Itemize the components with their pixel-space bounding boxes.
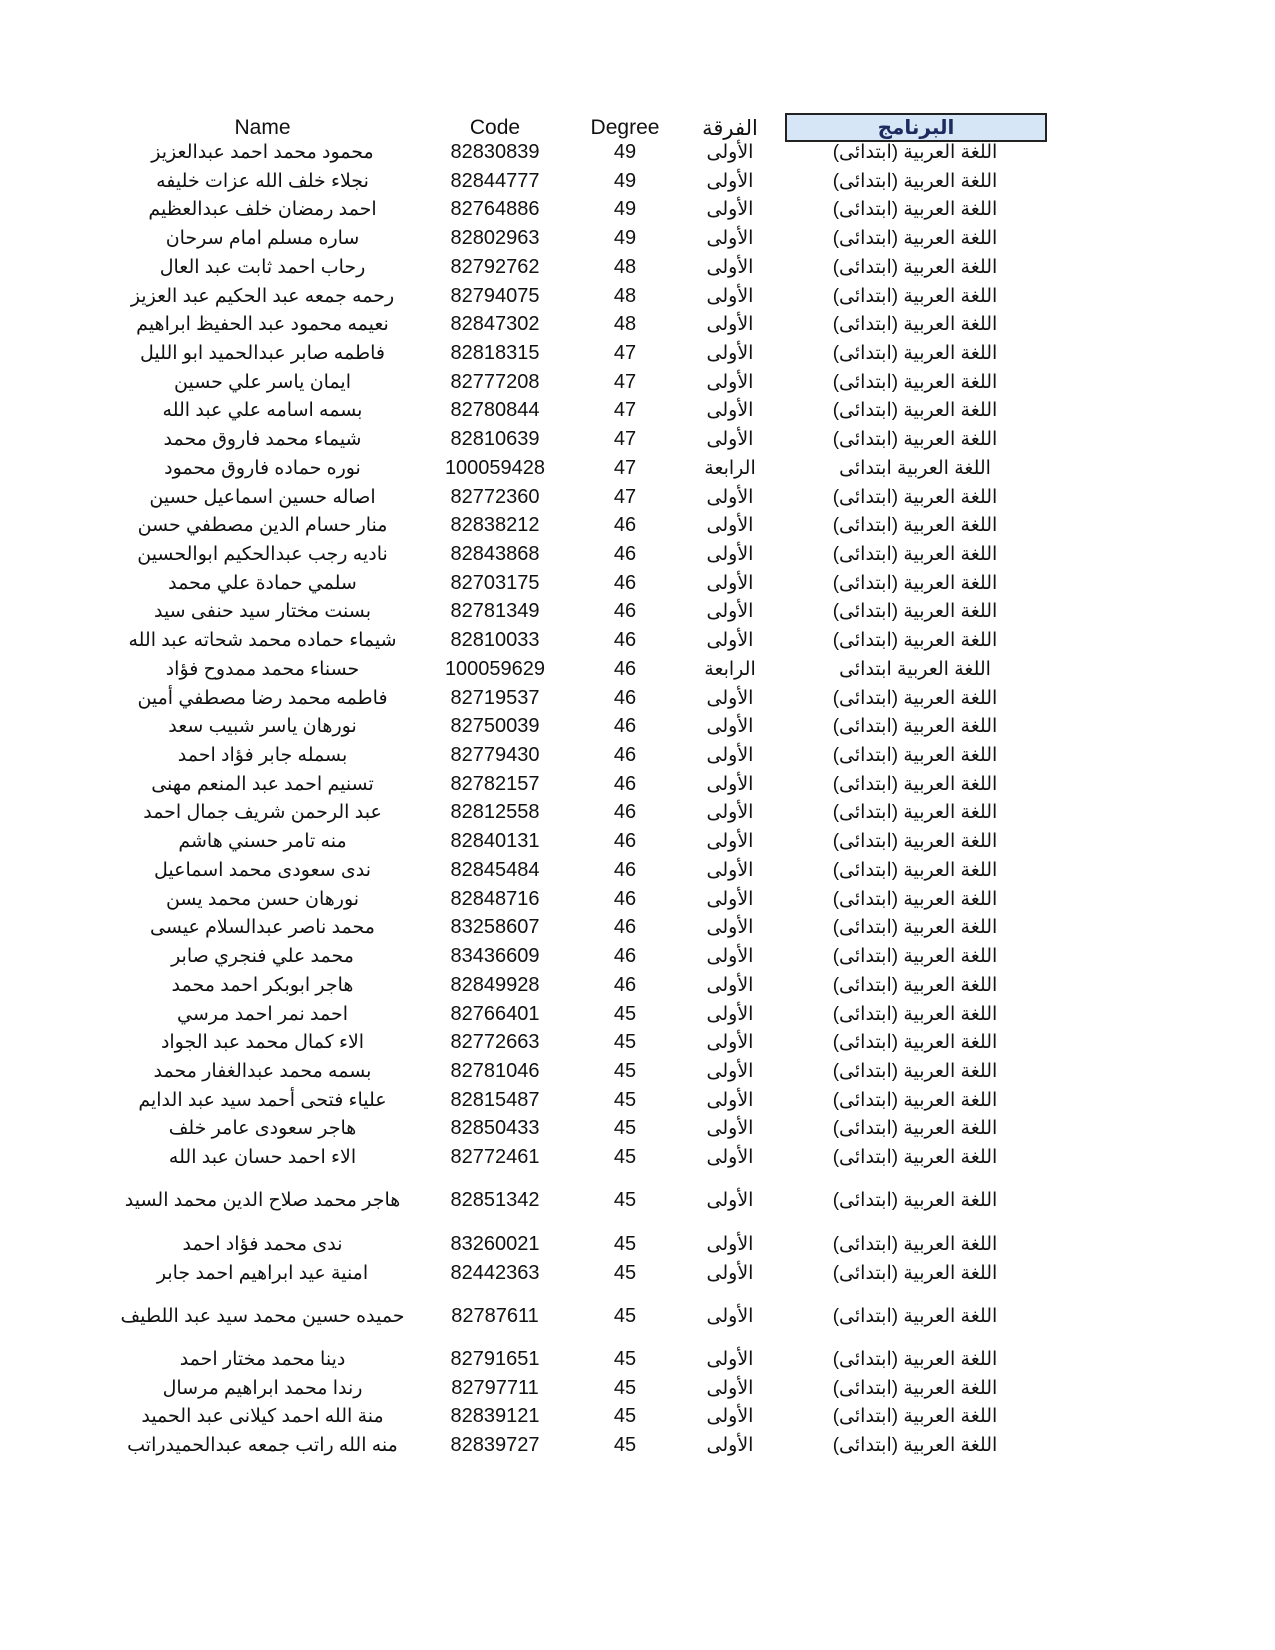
table-row <box>0 1430 1275 1460</box>
student-year: الأولى <box>706 600 754 622</box>
table-row <box>0 912 1275 942</box>
student-degree: 45 <box>613 1261 637 1284</box>
student-name: شيماء حماده محمد شحاته عبد الله <box>128 629 397 651</box>
student-program: اللغة العربية (ابتدائى) <box>832 859 998 881</box>
student-name: نجلاء خلف الله عزات خليفه <box>156 170 369 192</box>
student-code: 82810033 <box>450 628 540 651</box>
student-name: ندى محمد فؤاد احمد <box>182 1233 343 1255</box>
student-program: اللغة العربية (ابتدائى) <box>832 974 998 996</box>
student-year: الأولى <box>706 486 754 508</box>
student-program: اللغة العربية (ابتدائى) <box>832 715 998 737</box>
student-program: اللغة العربية (ابتدائى) <box>832 399 998 421</box>
student-degree: 46 <box>613 772 637 795</box>
student-degree: 49 <box>613 197 637 220</box>
student-program: اللغة العربية (ابتدائى) <box>832 1434 998 1456</box>
student-code: 82850433 <box>450 1116 540 1139</box>
student-year: الأولى <box>706 1060 754 1082</box>
student-name: هاجر ابوبكر احمد محمد <box>171 974 354 996</box>
student-program: اللغة العربية (ابتدائى) <box>832 801 998 823</box>
student-name: عبد الرحمن شريف جمال احمد <box>143 801 382 823</box>
student-code: 82810639 <box>450 427 540 450</box>
student-name: علياء فتحى أحمد سيد عبد الدايم <box>138 1089 387 1111</box>
table-row <box>0 395 1275 425</box>
student-year: الأولى <box>706 629 754 651</box>
table-row <box>0 683 1275 713</box>
table-row <box>0 1301 1275 1331</box>
student-degree: 46 <box>613 571 637 594</box>
student-year: الأولى <box>706 945 754 967</box>
student-name: هاجر سعودى عامر خلف <box>168 1117 357 1139</box>
student-name: شيماء محمد فاروق محمد <box>163 428 362 450</box>
student-degree: 48 <box>613 284 637 307</box>
student-name: رندا محمد ابراهيم مرسال <box>162 1377 363 1399</box>
student-program: اللغة العربية (ابتدائى) <box>832 1146 998 1168</box>
student-year: الأولى <box>706 773 754 795</box>
student-code: 82781046 <box>450 1059 540 1082</box>
student-degree: 45 <box>613 1030 637 1053</box>
student-year: الأولى <box>706 371 754 393</box>
student-code: 82794075 <box>450 284 540 307</box>
student-program: اللغة العربية (ابتدائى) <box>832 600 998 622</box>
student-program: اللغة العربية (ابتدائى) <box>832 141 998 163</box>
student-program: اللغة العربية (ابتدائى) <box>832 1348 998 1370</box>
student-name: نوره حماده فاروق محمود <box>164 457 361 479</box>
table-row <box>0 510 1275 540</box>
table-row <box>0 797 1275 827</box>
student-program: اللغة العربية (ابتدائى) <box>832 830 998 852</box>
student-code: 82750039 <box>450 714 540 737</box>
student-name: اصاله حسين اسماعيل حسين <box>149 486 376 508</box>
student-program: اللغة العربية (ابتدائى) <box>832 342 998 364</box>
student-year: الأولى <box>706 256 754 278</box>
student-year: الأولى <box>706 687 754 709</box>
student-code: 82792762 <box>450 255 540 278</box>
student-program: اللغة العربية (ابتدائى) <box>832 1305 998 1327</box>
student-degree: 46 <box>613 657 637 680</box>
student-name: دينا محمد مختار احمد <box>179 1348 346 1370</box>
student-program: اللغة العربية (ابتدائى) <box>832 543 998 565</box>
student-year: الأولى <box>706 572 754 594</box>
student-program: اللغة العربية (ابتدائى) <box>832 428 998 450</box>
student-year: الأولى <box>706 198 754 220</box>
student-code: 82839121 <box>450 1404 540 1427</box>
student-degree: 46 <box>613 858 637 881</box>
student-name: ندى سعودى محمد اسماعيل <box>153 859 372 881</box>
header-degree: Degree <box>590 116 660 139</box>
student-degree: 46 <box>613 915 637 938</box>
student-code: 82847302 <box>450 312 540 335</box>
student-code: 82780844 <box>450 398 540 421</box>
student-year: الأولى <box>706 342 754 364</box>
student-name: رحمه جمعه عبد الحكيم عبد العزيز <box>130 285 395 307</box>
student-year: الأولى <box>706 1434 754 1456</box>
table-row <box>0 654 1275 684</box>
student-name: ناديه رجب عبدالحكيم ابوالحسين <box>137 543 388 565</box>
student-name: حميده حسين محمد سيد عبد اللطيف <box>120 1305 405 1327</box>
student-name: فاطمه صابر عبدالحميد ابو الليل <box>140 342 385 364</box>
table-row <box>0 252 1275 282</box>
student-year: الأولى <box>706 1189 754 1211</box>
student-year: الأولى <box>706 916 754 938</box>
student-code: 82839727 <box>450 1433 540 1456</box>
student-degree: 46 <box>613 513 637 536</box>
student-name: فاطمه محمد رضا مصطفي أمين <box>137 687 388 709</box>
student-name: بسمله جابر فؤاد احمد <box>177 744 348 766</box>
student-degree: 47 <box>613 427 637 450</box>
table-row <box>0 568 1275 598</box>
student-year: الأولى <box>706 801 754 823</box>
student-code: 82772360 <box>450 485 540 508</box>
table-row <box>0 1344 1275 1374</box>
student-name: احمد رمضان خلف عبدالعظيم <box>148 198 377 220</box>
student-name: بسمه محمد عبدالغفار محمد <box>153 1060 372 1082</box>
student-code: 82815487 <box>450 1088 540 1111</box>
table-row <box>0 338 1275 368</box>
student-year: الأولى <box>706 141 754 163</box>
student-year: الأولى <box>706 285 754 307</box>
student-degree: 47 <box>613 370 637 393</box>
student-program: اللغة العربية (ابتدائى) <box>832 1060 998 1082</box>
student-name: سلمي حمادة علي محمد <box>168 572 357 594</box>
student-name: الاء احمد حسان عبد الله <box>168 1146 357 1168</box>
student-name: منه الله راتب جمعه عبدالحميدراتب <box>127 1434 398 1456</box>
student-name: بسمه اسامه علي عبد الله <box>162 399 363 421</box>
table-row <box>0 970 1275 1000</box>
student-program: اللغة العربية (ابتدائى) <box>832 1003 998 1025</box>
student-code: 82838212 <box>450 513 540 536</box>
student-code: 82848716 <box>450 887 540 910</box>
student-name: نورهان ياسر شبيب سعد <box>168 715 357 737</box>
table-row <box>0 1056 1275 1086</box>
student-code: 82818315 <box>450 341 540 364</box>
student-name: احمد نمر احمد مرسي <box>177 1003 348 1025</box>
student-year: الأولى <box>706 399 754 421</box>
table-row <box>0 625 1275 655</box>
student-program: اللغة العربية (ابتدائى) <box>832 1405 998 1427</box>
student-code: 82840131 <box>450 829 540 852</box>
student-degree: 46 <box>613 686 637 709</box>
student-degree: 46 <box>613 714 637 737</box>
table-row <box>0 941 1275 971</box>
student-degree: 45 <box>613 1347 637 1370</box>
student-name: بسنت مختار سيد حنفى سيد <box>153 600 372 622</box>
student-year: الرابعة <box>704 457 756 479</box>
student-code: 82845484 <box>450 858 540 881</box>
table-row <box>0 884 1275 914</box>
student-code: 82802963 <box>450 226 540 249</box>
student-program: اللغة العربية (ابتدائى) <box>832 256 998 278</box>
student-degree: 45 <box>613 1059 637 1082</box>
table-row <box>0 1142 1275 1172</box>
student-degree: 47 <box>613 398 637 421</box>
header-year: الفرقة <box>702 116 758 140</box>
student-program: اللغة العربية (ابتدائى) <box>832 945 998 967</box>
student-name: نورهان حسن محمد يسن <box>165 888 360 910</box>
student-program: اللغة العربية (ابتدائى) <box>832 629 998 651</box>
table-row <box>0 1258 1275 1288</box>
table-row <box>0 223 1275 253</box>
student-code: 100059629 <box>444 657 546 680</box>
student-program: اللغة العربية ابتدائى <box>839 658 991 680</box>
student-year: الأولى <box>706 1377 754 1399</box>
student-program: اللغة العربية (ابتدائى) <box>832 198 998 220</box>
student-degree: 45 <box>613 1376 637 1399</box>
student-code: 83258607 <box>450 915 540 938</box>
student-degree: 49 <box>613 226 637 249</box>
student-year: الأولى <box>706 170 754 192</box>
student-code: 82844777 <box>450 169 540 192</box>
student-program: اللغة العربية (ابتدائى) <box>832 227 998 249</box>
student-name: هاجر محمد صلاح الدين محمد السيد <box>124 1189 401 1211</box>
student-program: اللغة العربية (ابتدائى) <box>832 1233 998 1255</box>
student-year: الأولى <box>706 715 754 737</box>
student-program: اللغة العربية (ابتدائى) <box>832 687 998 709</box>
student-code: 82849928 <box>450 973 540 996</box>
student-program: اللغة العربية (ابتدائى) <box>832 313 998 335</box>
student-code: 82787611 <box>451 1304 539 1327</box>
student-code: 82442363 <box>450 1261 540 1284</box>
student-degree: 48 <box>613 312 637 335</box>
student-code: 82779430 <box>450 743 540 766</box>
table-row <box>0 453 1275 483</box>
table-row <box>0 1373 1275 1403</box>
student-year: الأولى <box>706 543 754 565</box>
student-name: محمود محمد احمد عبدالعزيز <box>151 141 374 163</box>
student-year: الأولى <box>706 227 754 249</box>
student-degree: 45 <box>613 1404 637 1427</box>
student-code: 82766401 <box>450 1002 540 1025</box>
student-code: 82851342 <box>450 1188 540 1211</box>
student-code: 82782157 <box>450 772 540 795</box>
student-code: 82812558 <box>450 800 540 823</box>
student-program: اللغة العربية (ابتدائى) <box>832 916 998 938</box>
student-program: اللغة العربية (ابتدائى) <box>832 1377 998 1399</box>
student-degree: 46 <box>613 887 637 910</box>
student-program: اللغة العربية ابتدائى <box>839 457 991 479</box>
student-year: الأولى <box>706 514 754 536</box>
student-year: الأولى <box>706 1405 754 1427</box>
student-code: 82719537 <box>450 686 540 709</box>
table-row <box>0 1185 1275 1215</box>
student-year: الأولى <box>706 888 754 910</box>
student-degree: 46 <box>613 743 637 766</box>
student-code: 82703175 <box>450 571 540 594</box>
student-code: 82781349 <box>450 599 540 622</box>
student-program: اللغة العربية (ابتدائى) <box>832 744 998 766</box>
table-row <box>0 166 1275 196</box>
student-program: اللغة العربية (ابتدائى) <box>832 486 998 508</box>
student-degree: 45 <box>613 1188 637 1211</box>
student-code: 83436609 <box>450 944 540 967</box>
student-program: اللغة العربية (ابتدائى) <box>832 285 998 307</box>
student-year: الأولى <box>706 1031 754 1053</box>
student-degree: 45 <box>613 1088 637 1111</box>
student-program: اللغة العربية (ابتدائى) <box>832 572 998 594</box>
table-row <box>0 769 1275 799</box>
table-row <box>0 711 1275 741</box>
student-degree: 45 <box>613 1433 637 1456</box>
student-code: 83260021 <box>450 1232 540 1255</box>
student-degree: 47 <box>613 341 637 364</box>
student-name: نعيمه محمود عبد الحفيظ ابراهيم <box>136 313 389 335</box>
table-row <box>0 740 1275 770</box>
student-program: اللغة العربية (ابتدائى) <box>832 371 998 393</box>
student-program: اللغة العربية (ابتدائى) <box>832 1117 998 1139</box>
table-row <box>0 482 1275 512</box>
student-code: 82830839 <box>450 140 540 163</box>
student-code: 82764886 <box>450 197 540 220</box>
student-code: 82843868 <box>450 542 540 565</box>
student-year: الرابعة <box>704 658 756 680</box>
student-degree: 45 <box>613 1002 637 1025</box>
table-row <box>0 424 1275 454</box>
table-row <box>0 999 1275 1029</box>
table-row <box>0 596 1275 626</box>
table-row <box>0 1027 1275 1057</box>
table-row <box>0 826 1275 856</box>
student-degree: 46 <box>613 973 637 996</box>
student-name: ايمان ياسر علي حسين <box>174 371 351 393</box>
student-degree: 46 <box>613 800 637 823</box>
student-degree: 46 <box>613 829 637 852</box>
student-year: الأولى <box>706 1233 754 1255</box>
student-name: حسناء محمد ممدوح فؤاد <box>165 658 360 680</box>
student-code: 82772461 <box>450 1145 540 1168</box>
student-name: منة الله احمد كيلانى عبد الحميد <box>141 1405 384 1427</box>
student-program: اللغة العربية (ابتدائى) <box>832 773 998 795</box>
student-degree: 46 <box>613 599 637 622</box>
table-row <box>0 1113 1275 1143</box>
student-year: الأولى <box>706 1348 754 1370</box>
student-degree: 48 <box>613 255 637 278</box>
student-degree: 47 <box>613 485 637 508</box>
student-program: اللغة العربية (ابتدائى) <box>832 514 998 536</box>
table-row <box>0 137 1275 167</box>
student-degree: 46 <box>613 542 637 565</box>
student-year: الأولى <box>706 428 754 450</box>
student-degree: 45 <box>613 1116 637 1139</box>
student-year: الأولى <box>706 1262 754 1284</box>
student-year: الأولى <box>706 1089 754 1111</box>
student-degree: 49 <box>613 169 637 192</box>
student-year: الأولى <box>706 974 754 996</box>
student-year: الأولى <box>706 830 754 852</box>
student-program: اللغة العربية (ابتدائى) <box>832 1031 998 1053</box>
table-row <box>0 1401 1275 1431</box>
student-name: رحاب احمد ثابت عبد العال <box>159 256 366 278</box>
student-name: الاء كمال محمد عبد الجواد <box>160 1031 365 1053</box>
student-program: اللغة العربية (ابتدائى) <box>832 1262 998 1284</box>
student-year: الأولى <box>706 859 754 881</box>
student-code: 82772663 <box>450 1030 540 1053</box>
student-degree: 46 <box>613 628 637 651</box>
table-row <box>0 855 1275 885</box>
table-row <box>0 1085 1275 1115</box>
student-program: اللغة العربية (ابتدائى) <box>832 170 998 192</box>
student-name: امنية عيد ابراهيم احمد جابر <box>156 1262 369 1284</box>
student-code: 82797711 <box>451 1376 539 1399</box>
student-year: الأولى <box>706 313 754 335</box>
student-program: اللغة العربية (ابتدائى) <box>832 1089 998 1111</box>
header-code: Code <box>469 116 521 139</box>
table-row <box>0 539 1275 569</box>
student-degree: 47 <box>613 456 637 479</box>
student-name: محمد علي فنجري صابر <box>171 945 354 967</box>
student-year: الأولى <box>706 1117 754 1139</box>
student-degree: 45 <box>613 1232 637 1255</box>
student-program: اللغة العربية (ابتدائى) <box>832 1189 998 1211</box>
table-row <box>0 1229 1275 1259</box>
student-program: اللغة العربية (ابتدائى) <box>832 888 998 910</box>
table-row <box>0 281 1275 311</box>
student-year: الأولى <box>706 744 754 766</box>
student-code: 82791651 <box>450 1347 540 1370</box>
table-row <box>0 367 1275 397</box>
student-degree: 45 <box>613 1145 637 1168</box>
student-degree: 46 <box>613 944 637 967</box>
header-program: البرنامج <box>785 113 1047 142</box>
student-degree: 49 <box>613 140 637 163</box>
student-name: منار حسام الدين مصطفي حسن <box>137 514 388 536</box>
table-row <box>0 309 1275 339</box>
student-name: ساره مسلم امام سرحان <box>165 227 360 249</box>
student-code: 100059428 <box>444 456 546 479</box>
table-row <box>0 194 1275 224</box>
student-degree: 45 <box>613 1304 637 1327</box>
student-name: منه تامر حسني هاشم <box>178 830 347 852</box>
student-name: محمد ناصر عبدالسلام عيسى <box>150 916 375 938</box>
student-year: الأولى <box>706 1003 754 1025</box>
student-year: الأولى <box>706 1146 754 1168</box>
student-year: الأولى <box>706 1305 754 1327</box>
student-name: تسنيم احمد عبد المنعم مهنى <box>151 773 374 795</box>
header-name: Name <box>234 116 291 139</box>
student-code: 82777208 <box>450 370 540 393</box>
